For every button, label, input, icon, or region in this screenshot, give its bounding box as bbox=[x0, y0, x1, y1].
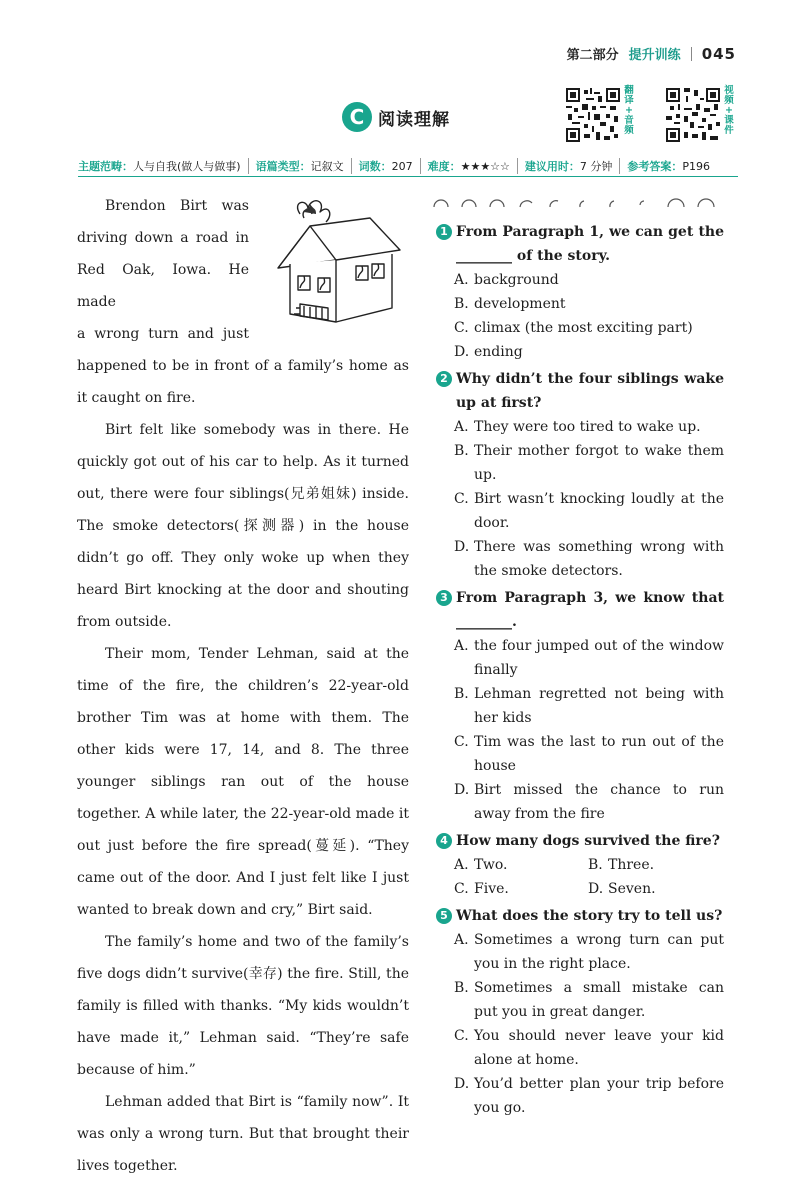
option-d[interactable]: D. Seven. bbox=[588, 881, 656, 897]
meta-theme: 主题范畴：人与自我(做人与做事) bbox=[78, 158, 249, 174]
question-5 bbox=[436, 904, 724, 1120]
section-badge: C bbox=[342, 102, 372, 132]
header-divider bbox=[691, 47, 692, 61]
question-number-badge: 4 bbox=[436, 833, 452, 849]
option-a[interactable]: A. background bbox=[454, 272, 559, 288]
qr-label-translation: 翻 译 + 音 频 bbox=[624, 85, 634, 136]
passage-info-bar bbox=[78, 156, 738, 177]
section-label: 提升训练 bbox=[628, 48, 681, 63]
option-a[interactable]: A. the four jumped out of the window finally bbox=[454, 638, 724, 678]
option-c[interactable]: C. You should never leave your kid alone at home. bbox=[454, 1028, 724, 1068]
passage-line: Red Oak, Iowa. He made bbox=[77, 262, 249, 310]
reading-passage bbox=[77, 190, 409, 1182]
question-1 bbox=[436, 220, 724, 364]
question-number-badge: 2 bbox=[436, 371, 452, 387]
passage-line: Brendon Birt was bbox=[105, 198, 249, 214]
question-stem: From Paragraph 3, we know that ________. bbox=[456, 590, 724, 630]
question-number-badge: 1 bbox=[436, 224, 452, 240]
question-stem: How many dogs survived the fire? bbox=[456, 833, 720, 849]
passage-line: happened to be in front of a family’s home as it caught on fire. bbox=[77, 358, 409, 406]
question-4 bbox=[436, 829, 724, 901]
meta-word-count: 词数：207 bbox=[352, 158, 421, 174]
running-header bbox=[567, 44, 736, 63]
question-stem: From Paragraph 1, we can get the ________ of the story. bbox=[456, 224, 724, 264]
question-number-badge: 5 bbox=[436, 908, 452, 924]
passage-paragraph-2: Birt felt like somebody was in there. He quickly got out of his car to help. As it turned out, there were four siblings(兄弟姐妹) inside. The smoke detectors(探测器) in the house didn’t go off. They only woke up when they heard Birt knocking at the door and shouting from outside. bbox=[77, 422, 409, 630]
page-number: 045 bbox=[701, 44, 736, 63]
option-b[interactable]: B. Three. bbox=[588, 857, 655, 873]
qr-code-translation-icon[interactable] bbox=[566, 88, 620, 142]
meta-answer-key: 参考答案：P196 bbox=[627, 160, 711, 173]
passage-paragraph-5: Lehman added that Birt is “family now”. It was only a wrong turn. But that brought their lives together. bbox=[77, 1094, 409, 1174]
option-a[interactable]: A. Sometimes a wrong turn can put you in the right place. bbox=[454, 932, 724, 972]
option-d[interactable]: D. Birt missed the chance to run away from the fire bbox=[454, 782, 724, 822]
decorative-arcs bbox=[432, 191, 722, 211]
passage-line: driving down a road in bbox=[77, 230, 249, 246]
option-b[interactable]: B. Sometimes a small mistake can put you in great danger. bbox=[454, 980, 724, 1020]
section-title bbox=[342, 102, 450, 132]
meta-time: 建议用时：7 分钟 bbox=[518, 158, 621, 174]
questions-column bbox=[436, 220, 724, 1120]
qr-code-video-icon[interactable] bbox=[666, 88, 720, 142]
meta-genre: 语篇类型：记叙文 bbox=[249, 158, 352, 174]
option-a[interactable]: A. They were too tired to wake up. bbox=[454, 419, 701, 435]
meta-difficulty: 难度：★★★☆☆ bbox=[421, 158, 518, 174]
option-b[interactable]: B. Their mother forgot to wake them up. bbox=[454, 443, 724, 483]
option-d[interactable]: D. ending bbox=[454, 344, 523, 360]
part-label: 第二部分 bbox=[566, 48, 619, 63]
option-b[interactable]: B. Lehman regretted not being with her kids bbox=[454, 686, 724, 726]
option-c[interactable]: C. Birt wasn’t knocking loudly at the door. bbox=[454, 491, 724, 531]
option-a[interactable]: A. Two. bbox=[454, 857, 508, 873]
option-c[interactable]: C. Tim was the last to run out of the house bbox=[454, 734, 724, 774]
question-3 bbox=[436, 586, 724, 826]
question-stem: What does the story try to tell us? bbox=[456, 908, 723, 924]
passage-line: a wrong turn and just bbox=[77, 326, 249, 342]
question-stem: Why didn’t the four siblings wake up at first? bbox=[456, 371, 724, 411]
option-d[interactable]: D. You’d better plan your trip before you go. bbox=[454, 1076, 724, 1116]
option-c[interactable]: C. Five. bbox=[454, 881, 509, 897]
option-b[interactable]: B. development bbox=[454, 296, 566, 312]
passage-paragraph-4: The family’s home and two of the family’s five dogs didn’t survive(幸存) the fire. Still, the family is filled with thanks. “My kids wouldn’t have made it,” Lehman said. “They’re safe because of him.” bbox=[77, 934, 409, 1078]
section-title-text: 阅读理解 bbox=[378, 109, 450, 130]
question-2 bbox=[436, 367, 724, 583]
option-d[interactable]: D. There was something wrong with the smoke detectors. bbox=[454, 539, 724, 579]
qr-label-video: 视 频 + 课 件 bbox=[724, 85, 734, 136]
passage-paragraph-1 bbox=[77, 190, 409, 414]
question-number-badge: 3 bbox=[436, 590, 452, 606]
passage-paragraph-3: Their mom, Tender Lehman, said at the time of the fire, the children’s 22-year-old brother Tim was at home with them. The other kids were 17, 14, and 8. The three younger siblings ran out of the house together. A while later, the 22-year-old made it out just before the fire spread(蔓延). “They came out of the door. And I just felt like I just wanted to break down and cry,” Birt said. bbox=[77, 646, 409, 918]
option-c[interactable]: C. climax (the most exciting part) bbox=[454, 320, 693, 336]
